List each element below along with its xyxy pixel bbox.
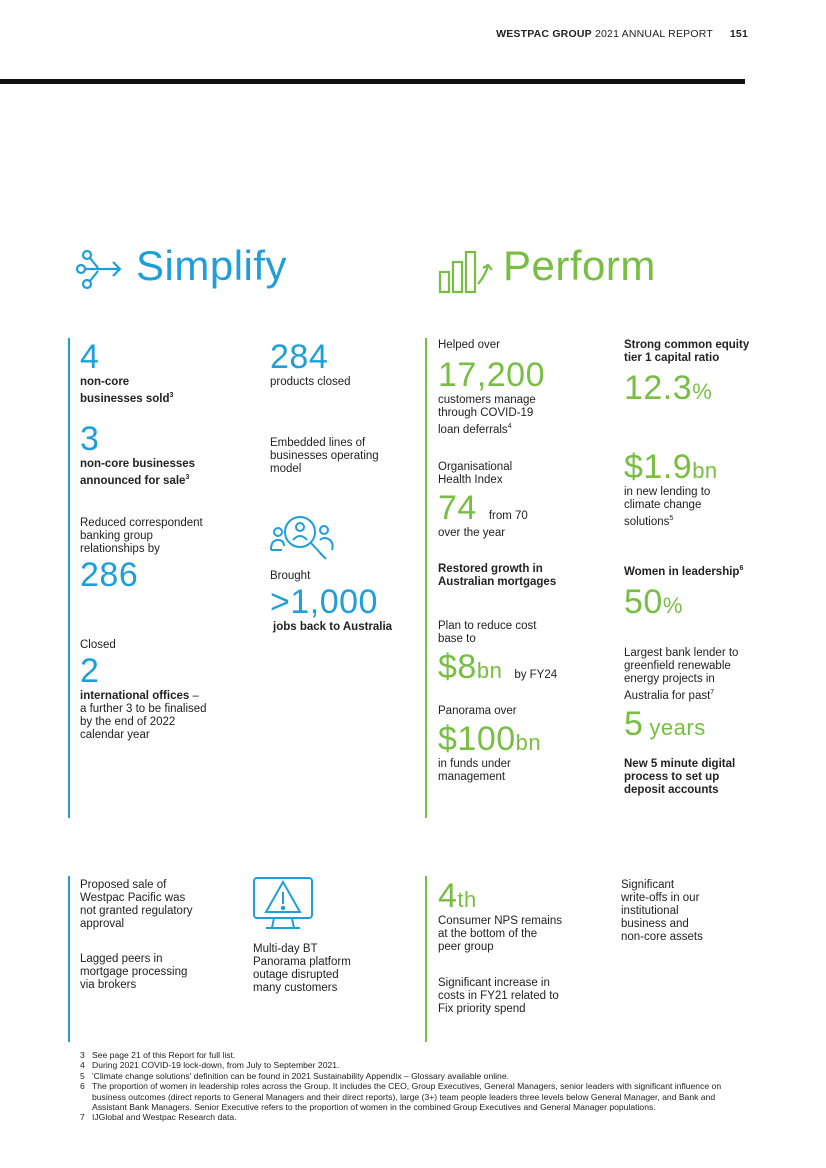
stat-label: non-core businesses announced for sale$^3$ bbox=[80, 458, 196, 487]
footnote: 3 See page 21 of this Report for full list. bbox=[80, 1050, 236, 1060]
perform-divider-bottom bbox=[425, 876, 427, 1042]
footnote: 4 During 2021 COVID-19 lock-down, from July to September 2021. bbox=[80, 1060, 340, 1071]
challenge-bt-panorama: Multi-day BT Panorama platform outage disrupted many customers bbox=[253, 943, 351, 994]
stat-operating-model: Embedded lines of businesses operating model bbox=[270, 437, 379, 475]
footnote: 7 IJGlobal and Westpac Research data. bbox=[80, 1112, 237, 1123]
monitor-warning-icon bbox=[252, 872, 314, 934]
stat-label: non-core businesses sold$^3$ bbox=[80, 376, 174, 405]
footnote: 6 The proportion of women in leadership roles across the Group. It includes the CEO, Group Executives, General Managers, senior leaders with significant influence on business outcomes (direct reports to General Managers and their direct reports), large (3+) team people leaders three levels below General Manager, and Bank and Assistant Bank Managers. Senior Executive refers to the proportion of women in the combined Group Executives and General Manager populations. bbox=[80, 1081, 722, 1113]
stat-post: over the year bbox=[438, 527, 506, 539]
stat-mortgage-growth: Restored growth in Australian mortgages bbox=[438, 563, 557, 588]
stat-value: $100 bbox=[438, 720, 516, 758]
stat-from: from 70 bbox=[488, 510, 528, 522]
stat-products-closed bbox=[270, 340, 420, 389]
stat-unit: bn bbox=[515, 730, 542, 755]
stat-value-row bbox=[624, 704, 774, 743]
branching-arrow-icon bbox=[76, 246, 124, 294]
simplify-divider-bottom bbox=[68, 876, 70, 1042]
challenge-write-offs: Significant write-offs in our institutional business and non-core assets bbox=[621, 879, 703, 943]
bar-chart-growth-icon bbox=[438, 244, 494, 294]
stat-value-row bbox=[624, 450, 774, 484]
stat-value-row bbox=[438, 491, 608, 525]
stat-value: 74 bbox=[438, 489, 477, 527]
stat-non-core-sold bbox=[80, 340, 250, 406]
stat-value-row bbox=[624, 371, 774, 405]
people-magnifier-icon bbox=[268, 512, 336, 568]
stat-post: in funds under management bbox=[438, 758, 511, 783]
stat-unit: th bbox=[457, 887, 477, 912]
stat-value: 5 bbox=[624, 704, 644, 743]
simplify-title: Simplify bbox=[136, 242, 288, 289]
stat-heading: Women in leadership$^6$ bbox=[624, 565, 744, 578]
stat-label: jobs back to Australia bbox=[273, 621, 393, 633]
stat-value-row bbox=[438, 722, 608, 756]
stat-panorama-funds bbox=[438, 705, 608, 784]
stat-international-offices bbox=[80, 639, 250, 742]
stat-value-row bbox=[438, 650, 608, 684]
stat-pre: Largest bank lender to greenfield renewable energy projects in Australia for past$^7$ bbox=[624, 647, 739, 702]
stat-pre: Brought bbox=[270, 570, 311, 582]
stat-health-index bbox=[438, 461, 608, 540]
stat-label: customers manage through COVID-19 loan deferrals$^4$ bbox=[438, 394, 536, 436]
challenge-fix-costs: Significant increase in costs in FY21 related to Fix priority spend bbox=[438, 977, 559, 1015]
challenge-consumer-nps bbox=[438, 879, 608, 954]
stat-unit: % bbox=[692, 379, 713, 404]
footnote: 5 'Climate change solutions' definition can be found in 2021 Sustainability Appendix – Glossary available online. bbox=[80, 1070, 510, 1081]
stat-pre: Plan to reduce cost base to bbox=[438, 620, 537, 645]
stat-digital-deposit: New 5 minute digital process to set up deposit accounts bbox=[624, 758, 736, 796]
stat-post: in new lending to climate change solutions$^5$ bbox=[624, 486, 711, 528]
stat-unit: years bbox=[649, 714, 706, 740]
stat-value: 284 bbox=[270, 338, 329, 376]
perform-title: Perform bbox=[503, 242, 656, 289]
page-number: 151 bbox=[729, 28, 748, 40]
stat-covid-deferrals bbox=[438, 339, 608, 437]
stat-value: 4 bbox=[438, 877, 458, 915]
stat-value: 3 bbox=[80, 420, 100, 458]
stat-value-row bbox=[624, 582, 774, 621]
stat-renewable-lender bbox=[624, 647, 774, 741]
stat-value: 50 bbox=[624, 582, 663, 621]
stat-value: $8 bbox=[438, 648, 477, 686]
stat-value: 17,200 bbox=[438, 356, 545, 394]
stat-value: 2 bbox=[80, 652, 100, 690]
perform-divider-top bbox=[425, 338, 427, 818]
stat-value: >1,000 bbox=[270, 583, 378, 621]
stat-value: $1.9 bbox=[624, 448, 693, 486]
stat-non-core-announced bbox=[80, 422, 250, 488]
page-header bbox=[496, 28, 748, 40]
stat-label: international offices – a further 3 to be finalised by the end of 2022 calendar year bbox=[80, 690, 207, 741]
simplify-divider-top bbox=[68, 338, 70, 818]
header-rule bbox=[0, 79, 745, 84]
stat-pre: Reduced correspondent banking group relationships by bbox=[80, 517, 203, 555]
stat-label: products closed bbox=[270, 376, 351, 388]
stat-jobs-back bbox=[270, 570, 420, 634]
stat-cet1-ratio bbox=[624, 339, 774, 405]
stat-label: Consumer NPS remains at the bottom of the peer group bbox=[438, 915, 562, 953]
stat-value: 4 bbox=[80, 338, 100, 376]
stat-cost-base bbox=[438, 620, 608, 684]
challenge-mortgage-processing: Lagged peers in mortgage processing via brokers bbox=[80, 953, 188, 991]
footnotes bbox=[80, 1050, 740, 1123]
stat-climate-lending bbox=[624, 450, 774, 529]
stat-unit: bn bbox=[476, 658, 503, 683]
stat-unit: % bbox=[662, 592, 683, 618]
header-brand: WESTPAC GROUP bbox=[496, 28, 592, 40]
stat-value-row bbox=[438, 879, 608, 913]
stat-pre: Panorama over bbox=[438, 705, 517, 717]
stat-women-leadership bbox=[624, 562, 774, 619]
stat-pre: Helped over bbox=[438, 339, 501, 351]
stat-unit: bn bbox=[692, 458, 718, 483]
stat-value: 286 bbox=[80, 556, 139, 594]
stat-pre: Organisational Health Index bbox=[438, 461, 513, 486]
header-subtitle: 2021 ANNUAL REPORT bbox=[594, 28, 713, 40]
stat-post: by FY24 bbox=[514, 669, 558, 681]
stat-value: 12.3 bbox=[624, 369, 693, 407]
stat-heading: Strong common equity tier 1 capital ratio bbox=[624, 339, 750, 364]
stat-pre: Closed bbox=[80, 639, 116, 651]
stat-correspondent-banking bbox=[80, 517, 250, 592]
challenge-westpac-pacific: Proposed sale of Westpac Pacific was not granted regulatory approval bbox=[80, 879, 193, 930]
